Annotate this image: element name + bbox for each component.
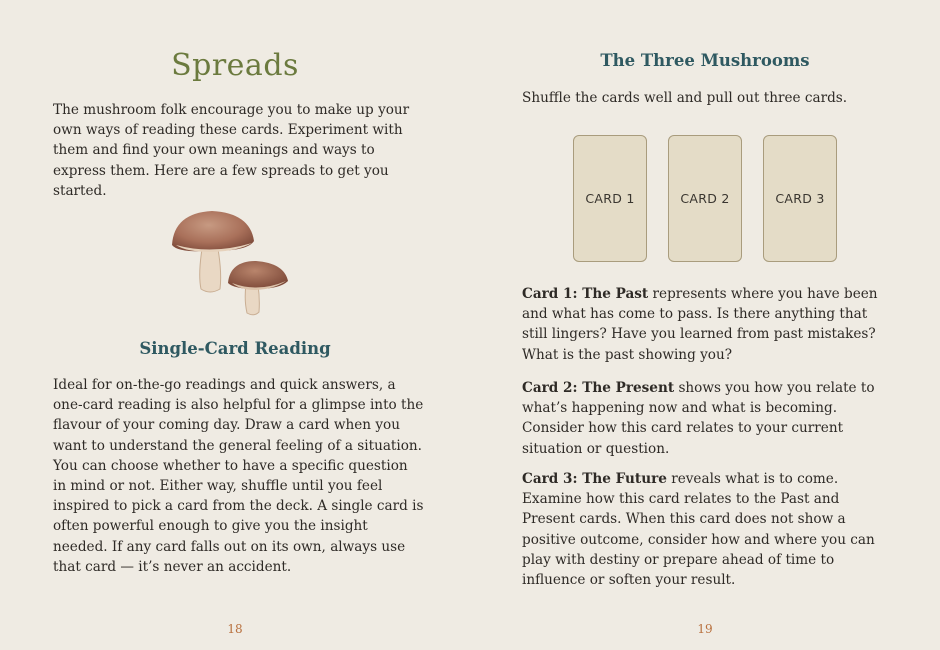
card-placeholder [573, 135, 647, 262]
spread-heading: The Three Mushrooms [600, 51, 810, 70]
right-page [470, 0, 940, 650]
card-description-text: reveals what is to come. Examine how this card relates to the Past and Present cards. When this card does not show a positive outcome, consider how and where you can play with destiny or prepare ahead of time to influence or soften your result. [522, 471, 875, 589]
page-title: Spreads [171, 48, 299, 83]
card-label: CARD 2 [680, 191, 730, 206]
intro-paragraph: The mushroom folk encourage you to make up your own ways of reading these cards. Experiment with them and find your own meanings and ways to express them. Here are a few spreads to get you started. [53, 102, 410, 199]
page-number: 19 [697, 622, 713, 636]
instruction-text: Shuffle the cards well and pull out three cards. [522, 90, 848, 106]
section-heading: Single-Card Reading [139, 339, 331, 358]
card-description-text: shows you how you relate to what’s happening now and what is becoming. Consider how this card relates to your current situation or question. [522, 380, 875, 457]
card-placeholder [763, 135, 837, 262]
card-description-label: Card 2: The Present [522, 380, 675, 396]
card-description-label: Card 1: The Past [522, 286, 649, 302]
card-description-label: Card 3: The Future [522, 471, 667, 487]
card-label: CARD 3 [775, 191, 825, 206]
card-description [522, 469, 894, 590]
card-placeholder [668, 135, 742, 262]
section-body: Ideal for on-the-go readings and quick answers, a one-card reading is also helpful for a glimpse into the flavour of your coming day. Draw a card when you want to understand the general feeling of a situation. You can choose whether to have a specific question in mind or not. Either way, shuffle until you feel inspired to pick a card from the deck. A single card is often powerful enough to give you the insight needed. If any card falls out on its own, always use that card — it’s never an accident. [53, 377, 424, 575]
card-label: CARD 1 [585, 191, 635, 206]
card-description [522, 378, 894, 459]
page-number: 18 [227, 622, 243, 636]
card-description [522, 284, 894, 365]
mushroom-illustration [168, 205, 293, 320]
card-description-text: represents where you have been and what has come to pass. Is there anything that still lingers? Have you learned from past mistakes? What is the past showing you? [522, 286, 878, 363]
